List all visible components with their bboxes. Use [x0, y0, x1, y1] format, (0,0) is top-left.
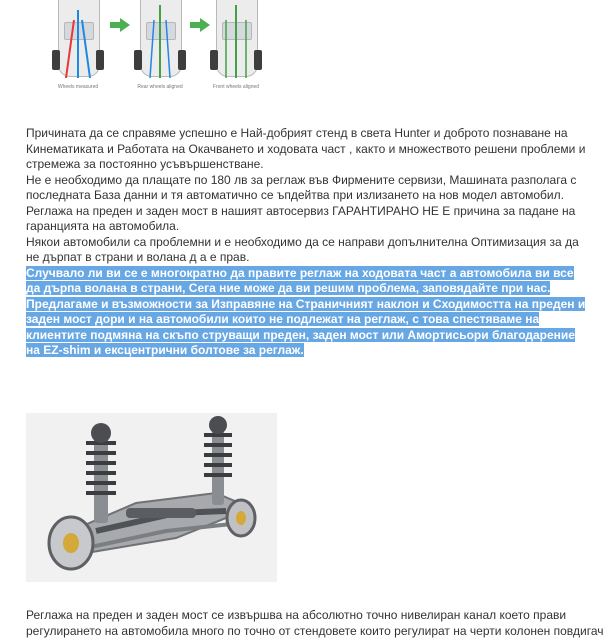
- paragraph-highlight-2: [26, 297, 586, 359]
- wheel-alignment-figure: [38, 0, 264, 100]
- paragraph-intro: Причината да се справяме успешно е Най-добрият стенд в света Hunter и доброто познаване на Кинематиката и Работата на Окачването и ходовата част , както и множеството решени проблеми и стремежа за постоянно усъвършенстване.: [26, 126, 586, 171]
- highlighted-text[interactable]: Случвало ли ви се е многократно да правите реглаж на ходовата част а автомобила ви все да дърпа волана в страни, Сега ние може да ви решим проблема, заповядайте при нас.: [26, 265, 574, 295]
- paragraph-bottom: Реглажа на преден и заден мост се извършва на абсолютно точно нивелиран канал което прави регулирането на автомобила много по точно от стендовете които регулират на черти колонен повдигач: [26, 608, 604, 638]
- car-diagram-rear-aligned: [134, 0, 186, 80]
- arrow-right-icon: [190, 18, 210, 32]
- suspension-image: [26, 413, 277, 582]
- paragraph-pricing: Не е необходимо да плащате по 180 лв за реглаж във Фирмените сервизи, Машината разполага с последната База данни и тя автоматично се ъпдейтва при излизането на нов модел автомобил. Реглажа на преден и заден мост в нашият автосервиз ГАРАНТИРАНО НЕ Е причина за падане на гаранцията на автомобила.: [26, 172, 577, 233]
- paragraph-highlight-1: [26, 266, 586, 297]
- caption-rear-aligned: Rear wheels aligned: [137, 84, 183, 90]
- caption-wheels-measured: Wheels measured: [57, 84, 99, 90]
- car-diagram-front-aligned: [210, 0, 262, 80]
- highlighted-text[interactable]: Предлагаме и възможности за Изправяне на Страничният наклон и Сходимостта на преден и заден мост дори и на автомобили които не подлежат на реглаж, с това спестяваме на клиентите подмяна на скъпо струващи преден, заден мост или Амортисьори благодарение на EZ-shim и ексцентрични болтове за реглаж.: [26, 296, 586, 357]
- car-diagram-measured: [52, 0, 104, 80]
- article-body: [26, 126, 586, 359]
- arrow-right-icon: [110, 18, 130, 32]
- paragraph-optimization: Някои автомобили са проблемни и е необходимо да се направи допълнителна Оптимизация за да не дърпат в страни и волана д а е прав.: [26, 234, 579, 264]
- caption-front-aligned: Front wheels aligned: [212, 84, 260, 90]
